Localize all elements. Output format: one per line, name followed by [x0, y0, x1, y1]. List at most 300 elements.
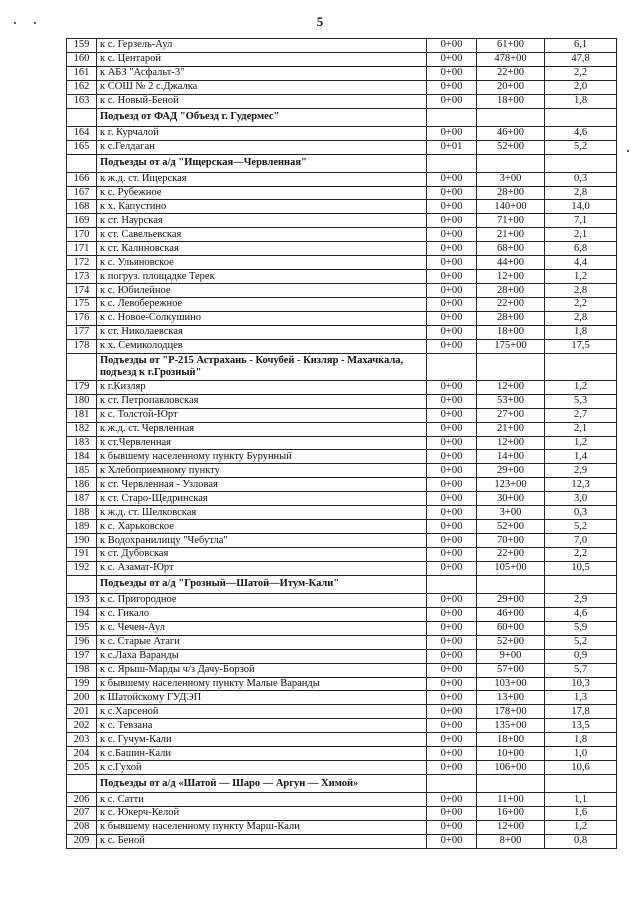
end-km: 22+00: [477, 548, 545, 562]
length-km-empty: [545, 108, 617, 126]
table-row: [67, 394, 617, 408]
start-km: 0+00: [427, 834, 477, 848]
length-km: 6,1: [545, 39, 617, 53]
road-name: к ст. Калиновская: [97, 242, 427, 256]
length-km: 7,1: [545, 214, 617, 228]
table-row: [67, 339, 617, 353]
row-number: 191: [67, 548, 97, 562]
length-km-empty: [545, 575, 617, 593]
road-name: к Хлебоприемному пункту: [97, 464, 427, 478]
row-number: 197: [67, 649, 97, 663]
length-km: 5,3: [545, 394, 617, 408]
table-row: [67, 80, 617, 94]
start-km: 0+00: [427, 520, 477, 534]
section-title: Подъезды от а/д "Ищерская—Червленная": [97, 154, 427, 172]
end-km: 9+00: [477, 649, 545, 663]
road-name: к с. Тевзана: [97, 719, 427, 733]
roads-table-body: [67, 39, 617, 849]
row-number: 169: [67, 214, 97, 228]
road-name: к с.Башин-Кали: [97, 747, 427, 761]
start-km-empty: [427, 775, 477, 793]
start-km: 0+00: [427, 478, 477, 492]
start-km: 0+00: [427, 663, 477, 677]
length-km: 13,5: [545, 719, 617, 733]
row-number: 178: [67, 339, 97, 353]
road-name: к с.Харсеной: [97, 705, 427, 719]
row-number: 195: [67, 621, 97, 635]
start-km: 0+00: [427, 339, 477, 353]
table-row: [67, 793, 617, 807]
table-row: [67, 478, 617, 492]
length-km: 1,0: [545, 747, 617, 761]
end-km-empty: [477, 775, 545, 793]
road-name: к бывшему населенному пункту Малые Варанды: [97, 677, 427, 691]
end-km-empty: [477, 154, 545, 172]
end-km: 105+00: [477, 561, 545, 575]
table-row: [67, 464, 617, 478]
row-number: 166: [67, 172, 97, 186]
start-km: 0+00: [427, 807, 477, 821]
table-row: [67, 705, 617, 719]
row-number: 207: [67, 807, 97, 821]
road-name: к ж.д. ст. Червленная: [97, 422, 427, 436]
road-name: к ст. Червленная - Узловая: [97, 478, 427, 492]
length-km: 1,2: [545, 436, 617, 450]
end-km: 68+00: [477, 242, 545, 256]
section-row: [67, 154, 617, 172]
length-km: 5,7: [545, 663, 617, 677]
end-km: 52+00: [477, 140, 545, 154]
road-name: к с. Центарой: [97, 52, 427, 66]
road-name: к с. Левобережное: [97, 298, 427, 312]
row-number-empty: [67, 108, 97, 126]
road-name: к с. Беной: [97, 834, 427, 848]
table-row: [67, 270, 617, 284]
table-row: [67, 691, 617, 705]
end-km: 57+00: [477, 663, 545, 677]
road-name: к с.Лаха Варанды: [97, 649, 427, 663]
road-name: к с. Юкерч-Келой: [97, 807, 427, 821]
table-row: [67, 506, 617, 520]
end-km: 28+00: [477, 186, 545, 200]
section-title: Подъезды от а/д "Грозный—Шатой—Итум-Кали": [97, 575, 427, 593]
end-km: 18+00: [477, 94, 545, 108]
table-row: [67, 548, 617, 562]
section-row: [67, 775, 617, 793]
end-km: 53+00: [477, 394, 545, 408]
row-number: 200: [67, 691, 97, 705]
end-km: 135+00: [477, 719, 545, 733]
roads-table: [66, 38, 617, 849]
row-number: 164: [67, 126, 97, 140]
table-row: [67, 649, 617, 663]
row-number-empty: [67, 775, 97, 793]
row-number: 163: [67, 94, 97, 108]
start-km-empty: [427, 353, 477, 380]
start-km: 0+00: [427, 52, 477, 66]
section-row: [67, 575, 617, 593]
road-name: к с. Азамат-Юрт: [97, 561, 427, 575]
table-row: [67, 298, 617, 312]
row-number: 193: [67, 593, 97, 607]
start-km: 0+00: [427, 607, 477, 621]
end-km: 103+00: [477, 677, 545, 691]
road-name: к ж.д. ст. Ищерская: [97, 172, 427, 186]
start-km: 0+00: [427, 39, 477, 53]
length-km: 1,6: [545, 807, 617, 821]
length-km: 1,8: [545, 325, 617, 339]
start-km: 0+00: [427, 214, 477, 228]
length-km: 7,0: [545, 534, 617, 548]
road-name: к ст. Наурская: [97, 214, 427, 228]
road-name: к ст. Савельевская: [97, 228, 427, 242]
end-km: 178+00: [477, 705, 545, 719]
row-number: 196: [67, 635, 97, 649]
end-km: 29+00: [477, 593, 545, 607]
row-number: 185: [67, 464, 97, 478]
length-km: 10,6: [545, 761, 617, 775]
start-km: 0+01: [427, 140, 477, 154]
end-km: 18+00: [477, 733, 545, 747]
road-name: к х. Капустино: [97, 200, 427, 214]
length-km: 3,0: [545, 492, 617, 506]
end-km: 28+00: [477, 284, 545, 298]
end-km: 13+00: [477, 691, 545, 705]
table-row: [67, 256, 617, 270]
length-km: 1,1: [545, 793, 617, 807]
row-number: 194: [67, 607, 97, 621]
end-km-empty: [477, 353, 545, 380]
length-km: 2,2: [545, 66, 617, 80]
row-number: 177: [67, 325, 97, 339]
road-name: к с. Гикало: [97, 607, 427, 621]
table-row: [67, 621, 617, 635]
end-km: 46+00: [477, 607, 545, 621]
end-km: 21+00: [477, 228, 545, 242]
start-km: 0+00: [427, 436, 477, 450]
end-km: 12+00: [477, 270, 545, 284]
start-km: 0+00: [427, 242, 477, 256]
road-name: к ст. Петропавловская: [97, 394, 427, 408]
length-km: 4,6: [545, 126, 617, 140]
end-km: 60+00: [477, 621, 545, 635]
start-km-empty: [427, 108, 477, 126]
length-km: 5,9: [545, 621, 617, 635]
end-km: 8+00: [477, 834, 545, 848]
end-km: 14+00: [477, 450, 545, 464]
length-km: 1,8: [545, 94, 617, 108]
table-row: [67, 408, 617, 422]
end-km: 46+00: [477, 126, 545, 140]
table-row: [67, 52, 617, 66]
table-row: [67, 593, 617, 607]
road-name: к с. Новое-Солкушино: [97, 311, 427, 325]
start-km: 0+00: [427, 256, 477, 270]
road-name: к с. Старые Атаги: [97, 635, 427, 649]
start-km: 0+00: [427, 200, 477, 214]
length-km: 2,2: [545, 548, 617, 562]
road-name: к с. Рубежное: [97, 186, 427, 200]
end-km: 123+00: [477, 478, 545, 492]
road-name: к бывшему населенному пункту Марш-Кали: [97, 820, 427, 834]
row-number-empty: [67, 575, 97, 593]
end-km: 52+00: [477, 635, 545, 649]
start-km: 0+00: [427, 380, 477, 394]
table-row: [67, 311, 617, 325]
length-km: 2,0: [545, 80, 617, 94]
row-number: 204: [67, 747, 97, 761]
end-km-empty: [477, 108, 545, 126]
row-number-empty: [67, 353, 97, 380]
end-km: 30+00: [477, 492, 545, 506]
table-row: [67, 66, 617, 80]
length-km: 0,3: [545, 506, 617, 520]
length-km: 2,7: [545, 408, 617, 422]
road-name: к с. Гучум-Кали: [97, 733, 427, 747]
road-name: к ж.д. ст. Шелковская: [97, 506, 427, 520]
row-number: 168: [67, 200, 97, 214]
end-km: 44+00: [477, 256, 545, 270]
road-name: к с. Герзель-Аул: [97, 39, 427, 53]
road-name: к с. Толстой-Юрт: [97, 408, 427, 422]
length-km: 1,3: [545, 691, 617, 705]
end-km: 29+00: [477, 464, 545, 478]
length-km: 4,4: [545, 256, 617, 270]
road-name: к г. Курчалой: [97, 126, 427, 140]
end-km: 478+00: [477, 52, 545, 66]
start-km: 0+00: [427, 80, 477, 94]
table-row: [67, 492, 617, 506]
row-number: 199: [67, 677, 97, 691]
start-km: 0+00: [427, 186, 477, 200]
row-number: 175: [67, 298, 97, 312]
table-row: [67, 140, 617, 154]
section-row: [67, 108, 617, 126]
length-km: 10,3: [545, 677, 617, 691]
end-km: 12+00: [477, 436, 545, 450]
row-number: 208: [67, 820, 97, 834]
length-km: 0,8: [545, 834, 617, 848]
table-row: [67, 607, 617, 621]
row-number: 161: [67, 66, 97, 80]
start-km: 0+00: [427, 548, 477, 562]
end-km-empty: [477, 575, 545, 593]
table-row: [67, 380, 617, 394]
row-number: 202: [67, 719, 97, 733]
start-km: 0+00: [427, 747, 477, 761]
table-row: [67, 677, 617, 691]
start-km: 0+00: [427, 422, 477, 436]
road-name: к АБЗ "Асфальт-3": [97, 66, 427, 80]
length-km: 47,8: [545, 52, 617, 66]
row-number: 188: [67, 506, 97, 520]
length-km: 1,2: [545, 380, 617, 394]
length-km: 0,3: [545, 172, 617, 186]
length-km: 0,9: [545, 649, 617, 663]
section-title: Подъезды от а/д «Шатой — Шаро — Аргун — Химой»: [97, 775, 427, 793]
start-km: 0+00: [427, 450, 477, 464]
start-km: 0+00: [427, 66, 477, 80]
road-name: к ст. Николаевская: [97, 325, 427, 339]
length-km-empty: [545, 775, 617, 793]
start-km: 0+00: [427, 298, 477, 312]
row-number: 159: [67, 39, 97, 53]
row-number: 184: [67, 450, 97, 464]
table-row: [67, 422, 617, 436]
row-number: 205: [67, 761, 97, 775]
length-km: 2,9: [545, 464, 617, 478]
table-row: [67, 325, 617, 339]
start-km: 0+00: [427, 394, 477, 408]
start-km: 0+00: [427, 408, 477, 422]
table-row: [67, 820, 617, 834]
length-km: 2,2: [545, 298, 617, 312]
end-km: 71+00: [477, 214, 545, 228]
road-name: к бывшему населенному пункту Бурунный: [97, 450, 427, 464]
length-km: 2,8: [545, 311, 617, 325]
start-km: 0+00: [427, 492, 477, 506]
end-km: 18+00: [477, 325, 545, 339]
length-km: 2,9: [545, 593, 617, 607]
start-km: 0+00: [427, 635, 477, 649]
row-number: 201: [67, 705, 97, 719]
end-km: 3+00: [477, 506, 545, 520]
end-km: 28+00: [477, 311, 545, 325]
end-km: 70+00: [477, 534, 545, 548]
start-km: 0+00: [427, 325, 477, 339]
start-km: 0+00: [427, 621, 477, 635]
start-km: 0+00: [427, 691, 477, 705]
end-km: 16+00: [477, 807, 545, 821]
table-row: [67, 635, 617, 649]
road-name: к с.Гухой: [97, 761, 427, 775]
length-km: 10,5: [545, 561, 617, 575]
end-km: 3+00: [477, 172, 545, 186]
end-km: 10+00: [477, 747, 545, 761]
start-km: 0+00: [427, 506, 477, 520]
table-row: [67, 242, 617, 256]
table-row: [67, 94, 617, 108]
table-row: [67, 561, 617, 575]
length-km: 5,2: [545, 635, 617, 649]
length-km: 4,6: [545, 607, 617, 621]
road-name: к ст.Червленная: [97, 436, 427, 450]
start-km: 0+00: [427, 270, 477, 284]
start-km: 0+00: [427, 761, 477, 775]
length-km: 1,2: [545, 270, 617, 284]
start-km: 0+00: [427, 733, 477, 747]
row-number: 176: [67, 311, 97, 325]
table-row: [67, 733, 617, 747]
row-number: 186: [67, 478, 97, 492]
end-km: 20+00: [477, 80, 545, 94]
length-km: 2,8: [545, 186, 617, 200]
row-number: 172: [67, 256, 97, 270]
end-km: 61+00: [477, 39, 545, 53]
start-km: 0+00: [427, 284, 477, 298]
start-km: 0+00: [427, 464, 477, 478]
table-row: [67, 39, 617, 53]
road-name: к с.Гелдаган: [97, 140, 427, 154]
section-row: [67, 353, 617, 380]
table-row: [67, 761, 617, 775]
table-row: [67, 126, 617, 140]
row-number: 206: [67, 793, 97, 807]
table-row: [67, 214, 617, 228]
start-km: 0+00: [427, 649, 477, 663]
row-number: 190: [67, 534, 97, 548]
row-number: 198: [67, 663, 97, 677]
end-km: 106+00: [477, 761, 545, 775]
row-number: 180: [67, 394, 97, 408]
start-km: 0+00: [427, 793, 477, 807]
row-number: 171: [67, 242, 97, 256]
road-name: к г.Кизляр: [97, 380, 427, 394]
length-km: 17,8: [545, 705, 617, 719]
end-km: 12+00: [477, 820, 545, 834]
row-number: 174: [67, 284, 97, 298]
length-km: 2,1: [545, 422, 617, 436]
table-row: [67, 663, 617, 677]
row-number: 170: [67, 228, 97, 242]
length-km: 17,5: [545, 339, 617, 353]
table-row: [67, 284, 617, 298]
road-name: к погруз. площадке Терек: [97, 270, 427, 284]
table-row: [67, 807, 617, 821]
start-km-empty: [427, 154, 477, 172]
start-km: 0+00: [427, 228, 477, 242]
start-km: 0+00: [427, 561, 477, 575]
table-row: [67, 450, 617, 464]
end-km: 11+00: [477, 793, 545, 807]
start-km-empty: [427, 575, 477, 593]
start-km: 0+00: [427, 126, 477, 140]
end-km: 22+00: [477, 66, 545, 80]
row-number: 183: [67, 436, 97, 450]
length-km: 5,2: [545, 520, 617, 534]
start-km: 0+00: [427, 705, 477, 719]
table-row: [67, 534, 617, 548]
table-row: [67, 200, 617, 214]
table-row: [67, 520, 617, 534]
road-name: к СОШ № 2 с.Джалка: [97, 80, 427, 94]
end-km: 27+00: [477, 408, 545, 422]
road-name: к с. Новый-Беной: [97, 94, 427, 108]
row-number: 203: [67, 733, 97, 747]
length-km: 1,8: [545, 733, 617, 747]
section-title: Подъезд от ФАД "Объезд г. Гудермес": [97, 108, 427, 126]
length-km: 1,2: [545, 820, 617, 834]
road-name: к с. Чечен-Аул: [97, 621, 427, 635]
road-name: к Шатойскому ГУДЭП: [97, 691, 427, 705]
table-row: [67, 834, 617, 848]
length-km-empty: [545, 353, 617, 380]
length-km: 2,8: [545, 284, 617, 298]
end-km: 175+00: [477, 339, 545, 353]
start-km: 0+00: [427, 820, 477, 834]
table-row: [67, 228, 617, 242]
end-km: 21+00: [477, 422, 545, 436]
length-km: 5,2: [545, 140, 617, 154]
end-km: 140+00: [477, 200, 545, 214]
start-km: 0+00: [427, 534, 477, 548]
road-name: к Водохранилищу "Чебутла": [97, 534, 427, 548]
start-km: 0+00: [427, 593, 477, 607]
start-km: 0+00: [427, 94, 477, 108]
row-number: 182: [67, 422, 97, 436]
table-row: [67, 747, 617, 761]
road-name: к с. Ульяновское: [97, 256, 427, 270]
